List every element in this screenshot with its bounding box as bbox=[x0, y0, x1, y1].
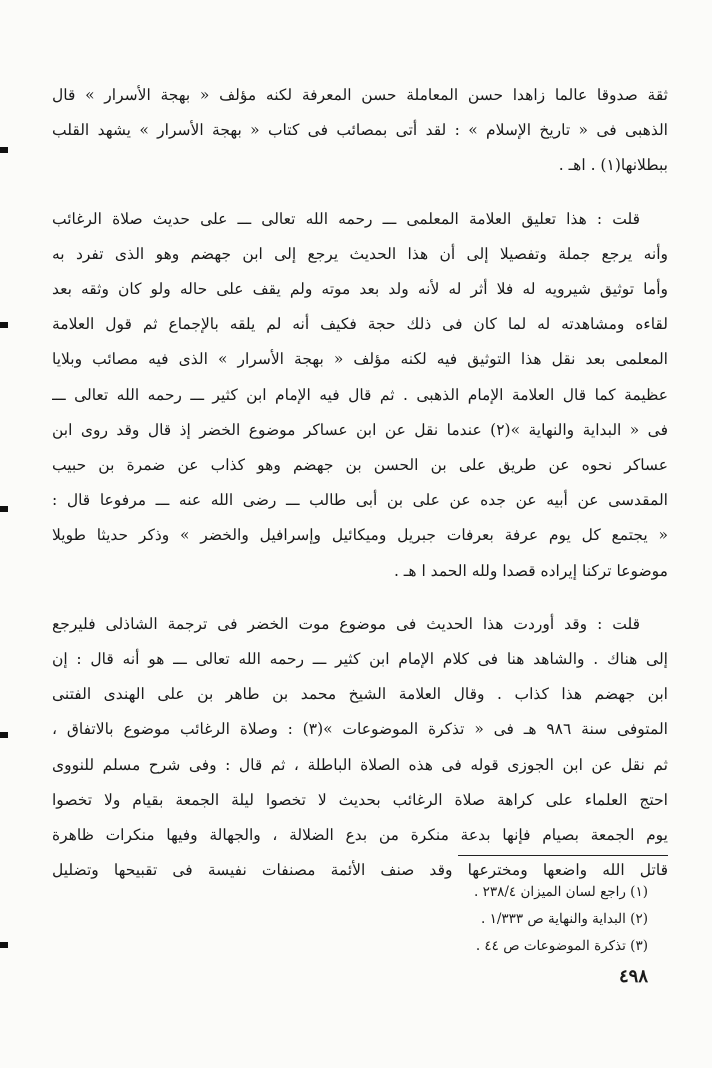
text-line: فى « البداية والنهاية »(٢) عندما نقل عن ابن عساكر موضوع الخضر إذ قال وقد روى ابن bbox=[52, 420, 668, 439]
text-line: المتوفى سنة ٩٨٦ هـ فى « تذكرة الموضوعات »(٣) : وصلاة الرغائب موضوع بالاتفاق ، bbox=[52, 720, 668, 739]
footnote-1: (١) راجع لسان الميزان ٢٣٨/٤ . bbox=[474, 884, 648, 900]
page-number: ٤٩٨ bbox=[618, 966, 648, 987]
page-body bbox=[52, 78, 668, 888]
text-line: قاتل الله واضعها ومخترعها وقد صنف الأئمة مصنفات نفيسة فى تقبيحها وتضليل bbox=[52, 861, 668, 880]
text-line: يوم الجمعة بصيام فإنها بدعة منكرة من بدع الضلالة ، والجهالة وفيها منكرات ظاهرة bbox=[52, 826, 668, 845]
binding-mark bbox=[0, 147, 8, 153]
footnote-divider bbox=[458, 855, 668, 856]
binding-mark bbox=[0, 942, 8, 948]
binding-mark bbox=[0, 506, 8, 512]
text-line: وأنه يرجع جملة وتفصيلا إلى أن هذا الحديث يرجع إلى ابن جهضم وهو الذى تفرد به bbox=[52, 244, 668, 263]
text-line: المقدسى عن أبيه عن جده عن على بن أبى طالب ـــ رضى الله عنه ـــ مرفوعا قال : bbox=[52, 491, 668, 510]
text-line: لقاءه ومشاهدته له لما كان فى ذلك حجة فكيف أنه لم يلقه بالإجماع ثم قول العلامة bbox=[52, 315, 668, 334]
paragraph-2 bbox=[52, 202, 668, 589]
paragraph-3 bbox=[52, 607, 668, 889]
footnote-3: (٣) تذكرة الموضوعات ص ٤٤ . bbox=[475, 938, 648, 954]
text-line: قلت : هذا تعليق العلامة المعلمى ـــ رحمه الله تعالى ـــ على حديث صلاة الرغائب bbox=[52, 209, 640, 228]
text-line: وأما توثيق شيرويه له فلا أثر له لأنه ولد بعد موته ولم يقف على حاله ولو كان وثقه بعد bbox=[52, 280, 668, 299]
text-line: احتج العلماء على كراهة صلاة الرغائب بحديث لا تخصوا ليلة الجمعة بقيام ولا تخصوا bbox=[52, 790, 668, 809]
text-line: الذهبى فى « تاريخ الإسلام » : لقد أتى بمصائب فى كتاب « بهجة الأسرار » يشهد القلب bbox=[52, 121, 668, 140]
text-line: عظيمة كما قال العلامة الإمام الذهبى . ثم قال فيه الإمام ابن كثير ـــ رحمه الله تعالى ـــ bbox=[52, 385, 668, 404]
text-line: قلت : وقد أوردت هذا الحديث فى موضوع موت الخضر فى ترجمة الشاذلى فليرجع bbox=[52, 614, 640, 633]
text-line: موضوعا تركنا إيراده قصدا ولله الحمد ا هـ . bbox=[393, 561, 668, 580]
paragraph-1 bbox=[52, 78, 668, 184]
footnotes bbox=[268, 879, 648, 960]
text-line: عساكر نحوه عن طريق على بن الحسن بن جهضم وهو كذاب عن ضمرة بن حبيب bbox=[52, 456, 668, 475]
binding-mark bbox=[0, 732, 8, 738]
text-line: « يجتمع كل يوم عرفة بعرفات جبريل وميكائيل وإسرافيل والخضر » وذكر حديثا طويلا bbox=[52, 526, 668, 545]
footnote-2: (٢) البداية والنهاية ص ١/٣٣٣ . bbox=[480, 911, 648, 927]
text-line: ثقة صدوقا عالما زاهدا حسن المعاملة حسن المعرفة لكنه مؤلف « بهجة الأسرار » قال bbox=[52, 86, 668, 104]
binding-mark bbox=[0, 322, 8, 328]
text-line: المعلمى بعد نقل هذا التوثيق فيه لكنه مؤلف « بهجة الأسرار » الذى فيه مصائب وبلايا bbox=[52, 350, 668, 369]
text-line: ابن جهضم هذا كذاب . وقال العلامة الشيخ محمد بن طاهر بن على الهندى الفتنى bbox=[52, 685, 668, 704]
text-line: إلى هناك . والشاهد هنا فى كلام الإمام ابن كثير ـــ رحمه الله تعالى ـــ هو أنه قال : إن bbox=[52, 650, 668, 669]
text-line: ببطلانها(١) . اهـ . bbox=[558, 156, 668, 175]
text-line: ثم نقل عن ابن الجوزى قوله فى هذه الصلاة الباطلة ، ثم قال : وفى شرح مسلم للنووى bbox=[52, 755, 668, 774]
